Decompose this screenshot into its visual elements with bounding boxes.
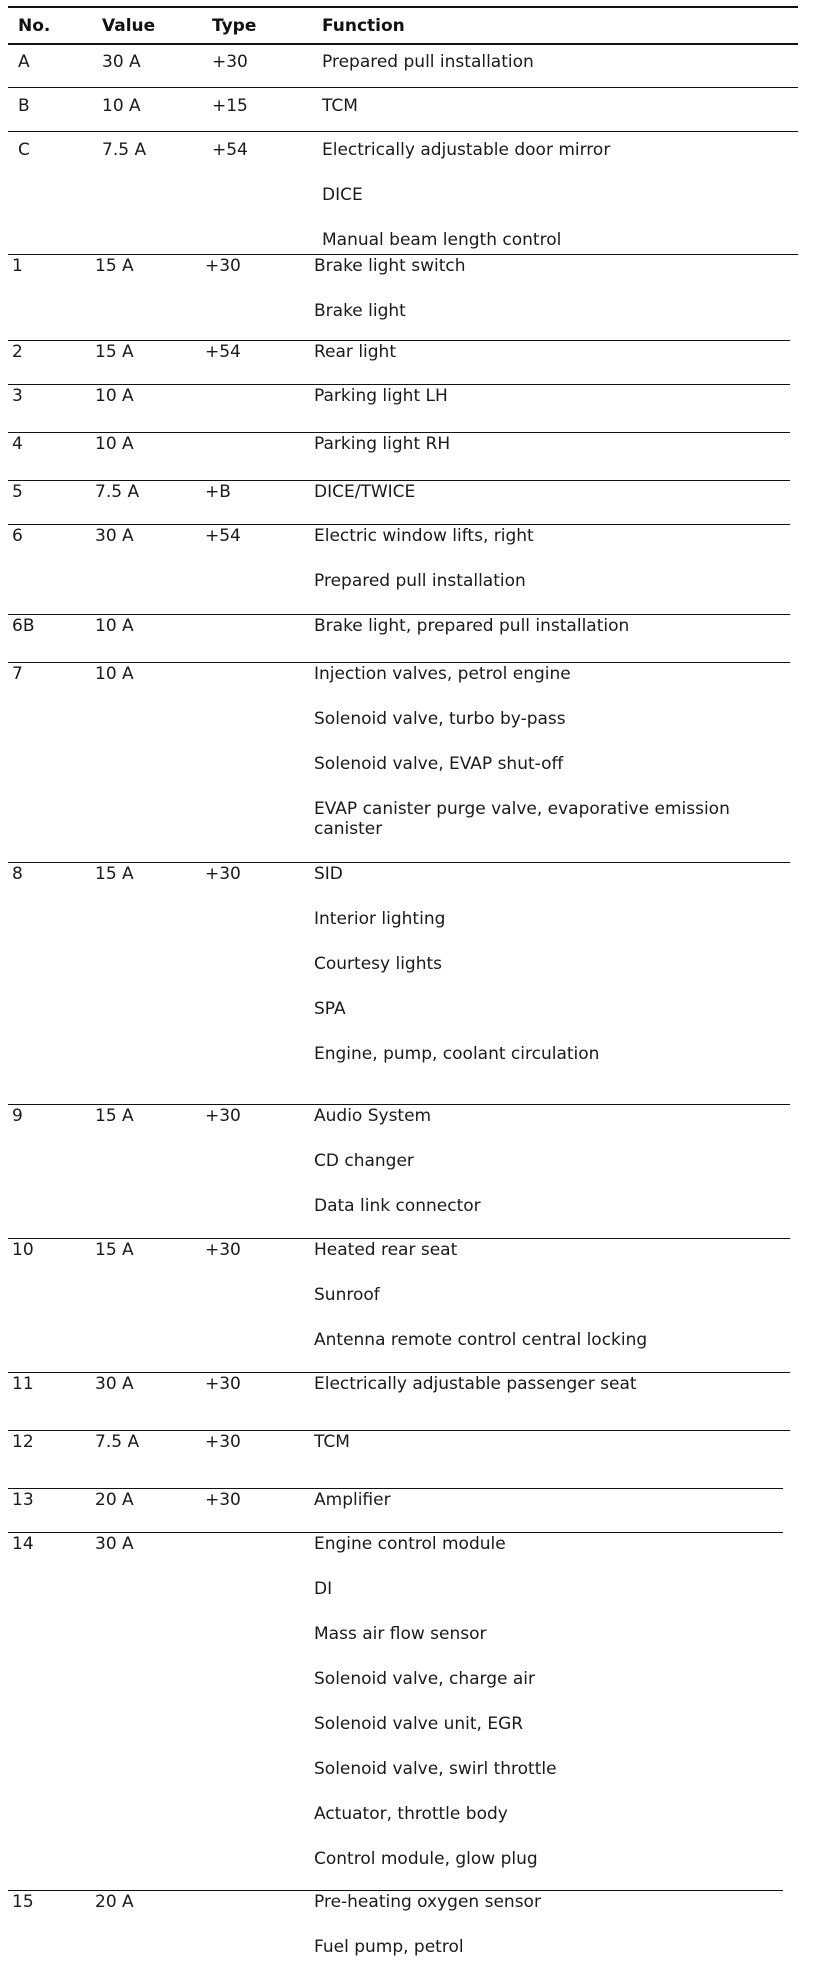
row-separator bbox=[8, 1532, 783, 1533]
fuse-function: SPA bbox=[314, 999, 346, 1019]
header-function: Function bbox=[322, 16, 405, 36]
fuse-type: +30 bbox=[205, 1432, 241, 1452]
row-separator bbox=[8, 614, 790, 615]
fuse-function: Solenoid valve, swirl throttle bbox=[314, 1759, 557, 1779]
fuse-value: 10 A bbox=[102, 96, 141, 116]
fuse-function: Solenoid valve unit, EGR bbox=[314, 1714, 524, 1734]
fuse-function: SID bbox=[314, 864, 343, 884]
fuse-function: Engine, pump, coolant circulation bbox=[314, 1044, 600, 1064]
fuse-function: Solenoid valve, EVAP shut-off bbox=[314, 754, 564, 774]
fuse-function: Prepared pull installation bbox=[314, 571, 526, 591]
fuse-number: 13 bbox=[12, 1490, 34, 1510]
fuse-function: Amplifier bbox=[314, 1490, 391, 1510]
fuse-number: 1 bbox=[12, 256, 23, 276]
fuse-type: +30 bbox=[205, 1240, 241, 1260]
fuse-value: 30 A bbox=[95, 1534, 134, 1554]
fuse-function: TCM bbox=[314, 1432, 350, 1452]
row-separator bbox=[8, 1104, 790, 1105]
header-value: Value bbox=[102, 16, 156, 36]
row-separator bbox=[8, 524, 790, 525]
fuse-type: +54 bbox=[212, 140, 248, 160]
fuse-function: Brake light, prepared pull installation bbox=[314, 616, 630, 636]
fuse-function: Parking light RH bbox=[314, 434, 451, 454]
fuse-function: Electrically adjustable passenger seat bbox=[314, 1374, 637, 1394]
fuse-function: Control module, glow plug bbox=[314, 1849, 538, 1869]
fuse-type: +30 bbox=[205, 256, 241, 276]
fuse-function: Brake light bbox=[314, 301, 406, 321]
row-separator bbox=[8, 131, 798, 132]
fuse-value: 10 A bbox=[95, 386, 134, 406]
fuse-function: TCM bbox=[322, 96, 358, 116]
fuse-type: +B bbox=[205, 482, 231, 502]
row-separator bbox=[8, 1430, 790, 1431]
fuse-function: Mass air flow sensor bbox=[314, 1624, 487, 1644]
fuse-type: +30 bbox=[212, 52, 248, 72]
row-separator bbox=[8, 862, 790, 863]
row-separator bbox=[8, 254, 798, 255]
fuse-value: 15 A bbox=[95, 1106, 134, 1126]
fuse-value: 10 A bbox=[95, 434, 134, 454]
fuse-value: 20 A bbox=[95, 1892, 134, 1912]
row-separator bbox=[8, 87, 798, 88]
fuse-type: +30 bbox=[205, 1106, 241, 1126]
fuse-function: Heated rear seat bbox=[314, 1240, 458, 1260]
fuse-type: +30 bbox=[205, 1490, 241, 1510]
fuse-number: B bbox=[18, 96, 30, 116]
fuse-value: 10 A bbox=[95, 616, 134, 636]
fuse-function: Electrically adjustable door mirror bbox=[322, 140, 611, 160]
header-rule bbox=[8, 43, 798, 45]
fuse-type: +54 bbox=[205, 526, 241, 546]
fuse-number: 15 bbox=[12, 1892, 34, 1912]
fuse-value: 30 A bbox=[95, 526, 134, 546]
fuse-function: Audio System bbox=[314, 1106, 432, 1126]
header-type: Type bbox=[212, 16, 257, 36]
fuse-function: Prepared pull installation bbox=[322, 52, 534, 72]
fuse-number: A bbox=[18, 52, 30, 72]
fuse-function: Solenoid valve, charge air bbox=[314, 1669, 536, 1689]
fuse-number: 10 bbox=[12, 1240, 34, 1260]
row-separator bbox=[8, 480, 790, 481]
fuse-function: Courtesy lights bbox=[314, 954, 443, 974]
fuse-value: 10 A bbox=[95, 664, 134, 684]
fuse-type: +54 bbox=[205, 342, 241, 362]
fuse-number: 8 bbox=[12, 864, 23, 884]
fuse-number: 6B bbox=[12, 616, 35, 636]
fuse-function: Parking light LH bbox=[314, 386, 448, 406]
row-separator bbox=[8, 662, 790, 663]
fuse-number: 3 bbox=[12, 386, 23, 406]
fuse-function: Sunroof bbox=[314, 1285, 380, 1305]
row-separator bbox=[8, 1372, 790, 1373]
fuse-function: DICE/TWICE bbox=[314, 482, 416, 502]
row-separator bbox=[8, 1238, 790, 1239]
fuse-value: 30 A bbox=[102, 52, 141, 72]
fuse-function: Engine control module bbox=[314, 1534, 506, 1554]
fuse-function: Electric window lifts, right bbox=[314, 526, 534, 546]
fuse-number: 9 bbox=[12, 1106, 23, 1126]
fuse-value: 15 A bbox=[95, 342, 134, 362]
fuse-function: Fuel pump, petrol bbox=[314, 1937, 464, 1957]
fuse-function: Solenoid valve, turbo by-pass bbox=[314, 709, 566, 729]
fuse-number: 11 bbox=[12, 1374, 34, 1394]
header-no: No. bbox=[18, 16, 51, 36]
fuse-function: CD changer bbox=[314, 1151, 414, 1171]
fuse-function: Actuator, throttle body bbox=[314, 1804, 508, 1824]
fuse-function: Data link connector bbox=[314, 1196, 481, 1216]
table-top-rule bbox=[8, 6, 798, 8]
row-separator bbox=[8, 1890, 783, 1891]
fuse-function: Antenna remote control central locking bbox=[314, 1330, 648, 1350]
fuse-function: Brake light switch bbox=[314, 256, 466, 276]
fuse-function: EVAP canister purge valve, evaporative emission canister bbox=[314, 799, 730, 839]
fuse-value: 15 A bbox=[95, 256, 134, 276]
fuse-number: C bbox=[18, 140, 30, 160]
fuse-number: 2 bbox=[12, 342, 23, 362]
fuse-value: 15 A bbox=[95, 1240, 134, 1260]
fuse-type: +30 bbox=[205, 1374, 241, 1394]
fuse-number: 4 bbox=[12, 434, 23, 454]
fuse-function: DICE bbox=[322, 185, 363, 205]
fuse-number: 6 bbox=[12, 526, 23, 546]
row-separator bbox=[8, 432, 790, 433]
fuse-value: 7.5 A bbox=[95, 1432, 140, 1452]
row-separator bbox=[8, 384, 790, 385]
row-separator bbox=[8, 340, 790, 341]
fuse-type: +30 bbox=[205, 864, 241, 884]
fuse-function: Interior lighting bbox=[314, 909, 446, 929]
fuse-value: 30 A bbox=[95, 1374, 134, 1394]
fuse-number: 12 bbox=[12, 1432, 34, 1452]
fuse-function: Injection valves, petrol engine bbox=[314, 664, 571, 684]
row-separator bbox=[8, 1488, 783, 1489]
fuse-function: Manual beam length control bbox=[322, 230, 562, 250]
fuse-function: Pre-heating oxygen sensor bbox=[314, 1892, 541, 1912]
fuse-function: DI bbox=[314, 1579, 333, 1599]
fuse-value: 20 A bbox=[95, 1490, 134, 1510]
fuse-number: 5 bbox=[12, 482, 23, 502]
fuse-function: Rear light bbox=[314, 342, 396, 362]
fuse-value: 15 A bbox=[95, 864, 134, 884]
fuse-value: 7.5 A bbox=[95, 482, 140, 502]
fuse-number: 14 bbox=[12, 1534, 34, 1554]
fuse-number: 7 bbox=[12, 664, 23, 684]
fuse-value: 7.5 A bbox=[102, 140, 147, 160]
fuse-type: +15 bbox=[212, 96, 248, 116]
